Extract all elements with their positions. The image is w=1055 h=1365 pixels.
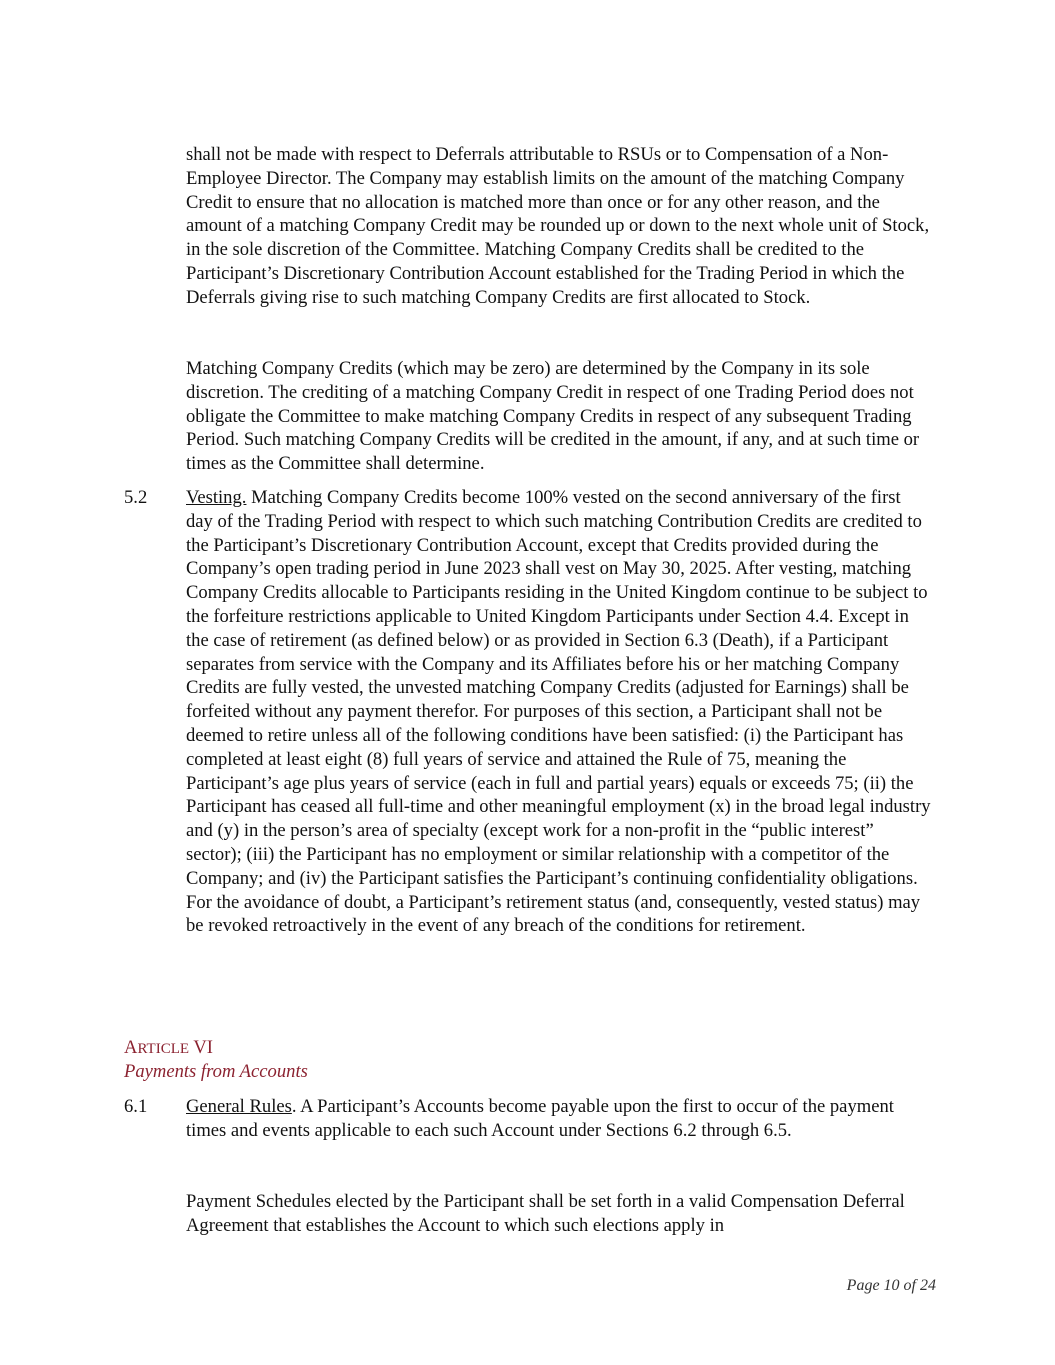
section-6-1-text: . A Participant’s Accounts become payable upon the first to occur of the payment times and events applicable to each such Account under Sections 6.2 through 6.5. <box>186 1096 894 1141</box>
continuation-paragraph-2: Matching Company Credits (which may be zero) are determined by the Company in its sole discretion. The crediting of a matching Company Credit in respect of one Trading Period does not obligate the Committee to make matching Company Credits in respect of any subsequent Trading Period. Such matching Company Credits will be credited in the amount, if any, and at such time or times as the Committee shall determine. <box>186 358 920 475</box>
section-6-1-paragraph <box>186 1095 931 1143</box>
section-6-1-heading: General Rules <box>186 1096 292 1117</box>
article-title-numeral: VI <box>189 1037 213 1058</box>
section-5-2-paragraph <box>186 486 931 938</box>
section-5-2-text: Matching Company Credits become 100% vested on the second anniversary of the first day of the Trading Period with respect to which such matching Contribution Credits are credited to the Participant’s Discretionary Contribution Account, except that Credits provided during the Company’s open trading period in June 2023 shall vest on May 30, 2025. After vesting, matching Company Credits allocable to Participants residing in the United Kingdom continue to be subject to the forfeiture restrictions applicable to United Kingdom Participants under Section 4.4. Except in the case of retirement (as defined below) or as provided in Section 6.3 (Death), if a Participant separates from service with the Company and its Affiliates before his or her matching Company Credits are fully vested, the unvested matching Company Credits (adjusted for Earnings) shall be forfeited without any payment therefor. For purposes of this section, a Participant shall not be deemed to retire unless all of the following conditions have been satisfied: (i) the Participant has completed at least eight (8) full years of service and attained the Rule of 75, meaning the Participant’s age plus years of service (each in full and partial years) equals or exceeds 75; (ii) the Participant has ceased all full-time and other meaningful employment (x) in the broad legal industry and (y) in the person’s area of specialty (except work for a non-profit in the “public interest” sector); (iii) the Participant has no employment or similar relationship with a competitor of the Company; and (iv) the Participant satisfies the Participant’s continuing confidentiality obligations. For the avoidance of doubt, a Participant’s retirement status (and, consequently, vested status) may be revoked retroactively in the event of any breach of the conditions for retirement. <box>186 487 931 937</box>
continuation-paragraph-1: shall not be made with respect to Deferrals attributable to RSUs or to Compensation of a Non-Employee Director. The Company may establish limits on the amount of the matching Company Credit to ensure that no allocation is matched more than once or for any other reason, and the amount of a matching Company Credit may be rounded up or down to the next whole unit of Stock, in the sole discretion of the Committee. Matching Company Credits shall be credited to the Participant’s Discretionary Contribution Account established for the Trading Period in which the Deferrals giving rise to such matching Company Credits are first allocated to Stock. <box>186 144 930 308</box>
article-title-smallcaps: RTICLE <box>137 1041 190 1057</box>
article-title <box>124 1036 213 1061</box>
section-number-5-2: 5.2 <box>124 487 148 508</box>
section-number-6-1: 6.1 <box>124 1096 148 1117</box>
article-title-initial: A <box>124 1037 138 1058</box>
section-6-1-paragraph-2: Payment Schedules elected by the Participant shall be set forth in a valid Compensation Deferral Agreement that establishes the Account to which such elections apply in <box>186 1191 905 1236</box>
article-subtitle: Payments from Accounts <box>124 1061 308 1082</box>
page-number: Page 10 of 24 <box>846 1277 936 1294</box>
section-5-2-heading: Vesting. <box>186 487 247 508</box>
